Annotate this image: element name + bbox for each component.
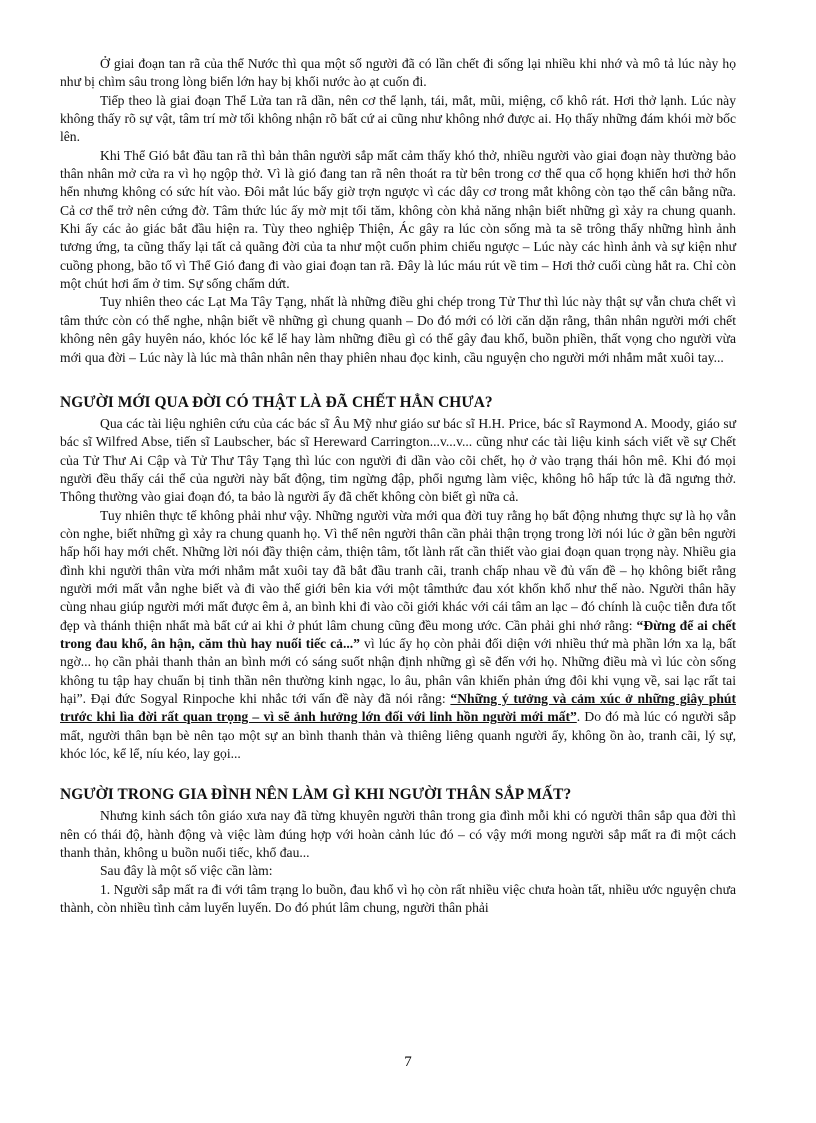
text-run: . Do đó mà lúc có người sắp mất, người thân bạn bè nên tạo một sự an bình thanh thản và thiêng liêng quanh người ấy, không ồn ào, tranh cãi, lý sự, khóc lóc, kể lể, níu kéo, lay gọi... bbox=[60, 709, 736, 762]
underlined-quote: “Những ý tưởng và cảm xúc ở những giây phút trước khi lìa đời rất quan trọng – vì sẽ ảnh hưởng lớn đối với linh hồn người mới mất” bbox=[60, 691, 736, 725]
paragraph: Nhưng kinh sách tôn giáo xưa nay đã từng khuyên người thân trong gia đình mỗi khi có người thân sắp qua đời thì nên có thái độ, hành động và việc làm đúng hợp với hoàn cảnh lúc đó – có vậy mới mong người sắp mất ra đi một cách thanh thản, không u buồn nuối tiếc, khổ đau... bbox=[60, 808, 736, 861]
bold-quote: “Đừng để ai chết trong đau khổ, ân hận, căm thù hay nuối tiếc cả...” bbox=[60, 617, 736, 651]
list-item: 1. Người sắp mất ra đi với tâm trạng lo buồn, đau khổ vì họ còn rất nhiều việc chưa hoàn tất, nhiều ước nguyện chưa thành, còn nhiều tình cảm luyến luyến. Do đó phút lâm chung, người thân phải bbox=[60, 881, 736, 916]
section-heading: NGƯỜI MỚI QUA ĐỜI CÓ THẬT LÀ ĐÃ CHẾT HẲN CHƯA? bbox=[60, 393, 493, 411]
paragraph: Tuy nhiên theo các Lạt Ma Tây Tạng, nhất là những điều ghi chép trong Tử Thư thì lúc này thật sự vẫn chưa chết vì tâm thức còn có thể nghe, nhận biết về những gì chung quanh – Do đó mới có lời căn dặn rằng, thân nhân người mới chết không nên gây huyên náo, khóc lóc kể lể hay làm những điều gì có thể gây đau khổ, buồn phiền, thất vọng cho người vừa mới qua đời – Lúc này là lúc mà thân nhân nên thay phiên nhau đọc kinh, cầu nguyện cho người mới nhắm mắt xuôi tay... bbox=[60, 294, 736, 365]
paragraph: Sau đây là một số việc cần làm: bbox=[100, 863, 273, 879]
paragraph: Ở giai đoạn tan rã của thể Nước thì qua một số người đã có lần chết đi sống lại nhiều khi nhớ và mô tả lúc này họ như bị chìm sâu trong lòng biển lớn hay bị khối nước ào ạt cuốn đi. bbox=[60, 56, 736, 90]
paragraph bbox=[60, 507, 736, 764]
document-page bbox=[60, 55, 736, 917]
paragraph: Qua các tài liệu nghiên cứu của các bác sĩ Âu Mỹ như giáo sư bác sĩ H.H. Price, bác sĩ Raymond A. Moody, giáo sư bác sĩ Wilfred Abse, tiến sĩ Laubscher, bác sĩ Hereward Carrington...v...v... cũng như các tài liệu kinh sách viết về sự Chết của Tử Thư Ai Cập và Tử Thư Tây Tạng thì lúc con người đi dần vào cõi chết, họ ở vào trạng thái hôn mê. Khi đó mọi người đều thấy cái thể của người này bất động, tim ngừng đập, phổi ngưng làm việc, không hô hấp tức là đã ngưng thở. Thông thường vào giai đoạn đó, ta bảo là người ấy đã chết không còn biết gì nữa cả. bbox=[60, 415, 736, 505]
text-run: Tuy nhiên thực tế không phải như vậy. Những người vừa mới qua đời tuy rằng họ bất động nhưng thực sự là họ vẫn còn nghe, biết những gì xảy ra chung quanh họ. Vì thế nên người thân cần phải thận trọng trong lời nói lúc ở gần bên người hấp hối hay mới chết. Những lời nói đầy thiện cảm, thiện tâm, tốt lành rất cần thiết vào giai đoạn quan trọng này. Nhiều gia đình khi người thân vừa mới nhắm mắt xuôi tay đã bắt đầu tranh cãi, tranh chấp nhau về đủ vấn đề – họ không biết rằng người mới mất vẫn nghe biết và đi vào thế giới bên kia với một tâmthức đau xót khốn khổ như thế nào. Người thân hãy cùng nhau giúp người mới mất được êm ả, an bình khi đi vào cõi giới khác với cái tâm an lạc – đó chính là cuộc tiễn đưa tốt đẹp và thánh thiện nhất mà bất cứ ai khi ở phút lâm chung cũng đều mong ước. Cần phải ghi nhớ rằng: bbox=[60, 507, 736, 633]
section-heading: NGƯỜI TRONG GIA ĐÌNH NÊN LÀM GÌ KHI NGƯỜI THÂN SẮP MẤT? bbox=[60, 786, 572, 804]
paragraph: Tiếp theo là giai đoạn Thể Lửa tan rã dần, nên cơ thể lạnh, tái, mắt, mũi, miệng, cổ khô rát. Hơi thở lạnh. Lúc này không thấy rõ sự vật, tâm trí mờ tối không nhận rõ bất cứ ai cũng như không nhớ được ai. Họ thấy những đám khói mờ bốc lên. bbox=[60, 92, 736, 145]
paragraph: Khi Thể Gió bắt đầu tan rã thì bản thân người sắp mất cảm thấy khó thở, nhiều người vào giai đoạn này thường bảo thân nhân mở cửa ra vì họ ngộp thở. Vì là gió đang tan rã nên thoát ra từ bên trong cơ thể qua cổ họng khiến hơi thở hổn hển nhưng không có sức hít vào. Đôi mắt lúc bấy giờ trợn ngược vì các dây cơ trong mắt không còn tạo thế cân bằng nữa. Cả cơ thể trở nên cứng đờ. Tâm thức lúc ấy mờ mịt tối tăm, không còn khả năng nhận biết những gì xảy ra chung quanh. Khi ấy các ảo giác bắt đầu hiện ra. Tùy theo nghiệp Thiện, Ác gây ra lúc còn sống mà ta sẽ trông thấy những hình ảnh tương ứng, ta cũng thấy lại tất cả quãng đời của ta như một cuốn phim chiếu ngược – Lúc này các hình ảnh và sự kiện như cuồng phong, bão tố vì Thể Gió đang đi vào giai đoạn tan rã. Đây là lúc máu rút về tim – Hơi thở cuối cùng hắt ra. Chỉ còn một chút hơi ấm ở tim. Sự sống chấm dứt. bbox=[60, 147, 736, 292]
page-number: 7 bbox=[404, 1054, 412, 1070]
text-run: vì lúc ấy họ còn phải đối diện với nhiều thứ mà phần lớn xa lạ, bất ngờ... họ cần phải thanh thản an bình mới có sáng suốt nhận định những gì sẽ đến với họ. Những điều mà vì lúc còn sống không tu tập hay chuẩn bị tinh thần nên thường kinh ngạc, lo âu, phân vân khiến phản ứng đôi khi vụng về, sai lạc rất tai hại”. Đại đức Sogyal Rinpoche khi nhắc tới vấn đề này đã nói rằng: bbox=[60, 635, 736, 706]
